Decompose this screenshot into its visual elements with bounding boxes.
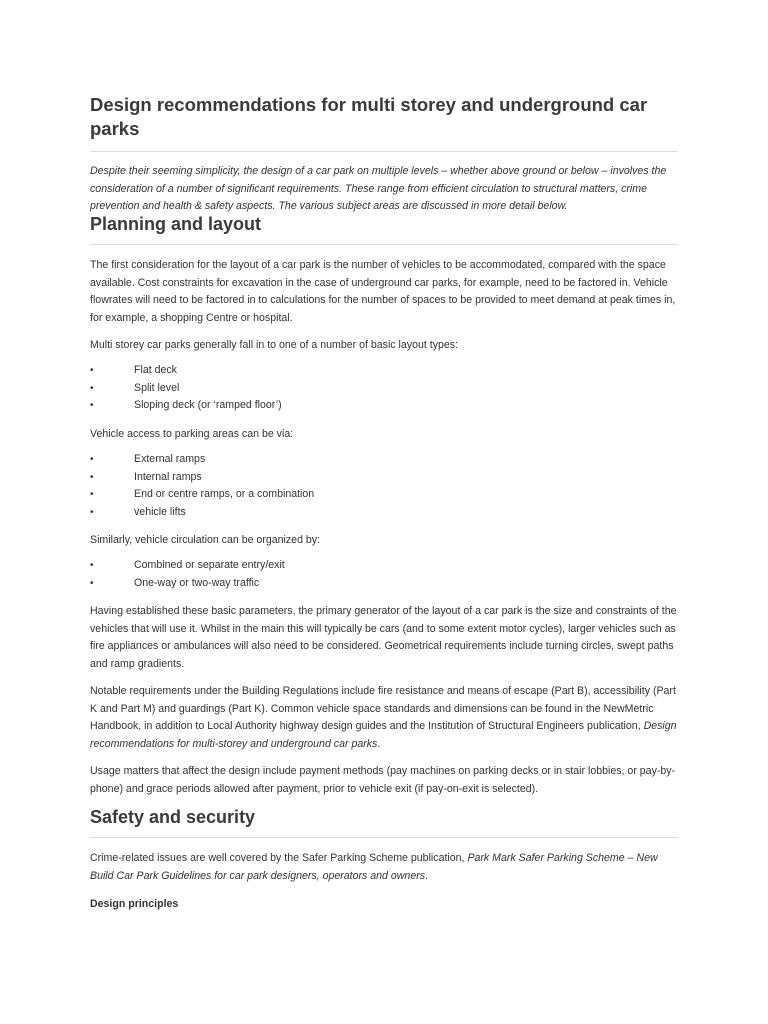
planning-paragraph-2: Having established these basic parameters, the primary generator of the layout of a car park is the size and constraints of the vehicles that will use it. Whilst in the main this will typically be cars (and to some extent motor cycles), larger vehicles such as fire appliances or ambulances will also need to be considered. Geometrical requirements include turning circles, swept paths and ramp gradients. — [90, 605, 677, 670]
bullet-icon: • — [90, 507, 94, 519]
bullet-icon: • — [90, 382, 94, 394]
list-item: • Internal ramps — [90, 469, 314, 487]
bullet-icon: • — [90, 471, 94, 483]
layout-types-intro: Multi storey car parks generally fall in to one of a number of basic layout types: — [90, 339, 459, 351]
layout-types-list — [90, 362, 282, 415]
title-divider — [90, 151, 678, 152]
list-item: • Sloping deck (or ‘ramped floor’) — [90, 397, 282, 415]
access-intro: Vehicle access to parking areas can be via: — [90, 428, 294, 440]
bullet-icon: • — [90, 489, 94, 501]
planning-paragraph-4: Usage matters that affect the design include payment methods (pay machines on parking decks or in stair lobbies, or pay-by-phone) and grace periods allowed after payment, prior to vehicle exit (if pay-on-exit is selected). — [90, 765, 676, 795]
circulation-intro: Similarly, vehicle circulation can be organized by: — [90, 534, 321, 546]
bullet-icon: • — [90, 400, 94, 412]
design-principles-heading: Design principles — [90, 898, 179, 910]
list-item: • Split level — [90, 380, 282, 398]
safety-heading: Safety and security — [90, 807, 256, 827]
list-item: • End or centre ramps, or a combination — [90, 486, 314, 504]
safety-divider — [90, 837, 678, 838]
list-item: • Flat deck — [90, 362, 282, 380]
bullet-icon: • — [90, 365, 94, 376]
planning-divider — [90, 244, 678, 245]
list-item: • vehicle lifts — [90, 504, 314, 522]
planning-paragraph-1: The first consideration for the layout of a car park is the number of vehicles to be accommodated, compared with the space available. Cost constraints for excavation in the case of underground car parks, for example, need to be factored in. Vehicle flowrates will need to be factored in to calculations for the number of spaces to be provided to meet demand at peak times in, for example, a shopping Centre or hospital. — [90, 259, 676, 324]
access-types-list — [90, 451, 314, 522]
safety-paragraph-1: Crime-related issues are well covered by the Safer Parking Scheme publication, Park Mark Safer Parking Scheme – New Build Car Park Guidelines for car park designers, operators and owners. — [90, 852, 658, 882]
publication-title: Design recommendations for multi-storey and underground car parks — [90, 720, 677, 750]
planning-paragraph-3: Notable requirements under the Building Regulations include fire resistance and means of escape (Part B), accessibility (Part K and Part M) and guardings (Part K). Common vehicle space standards and dimensions can be found in the NewMetric Handbook, in addition to Local Authority highway design guides and the Institution of Structural Engineers publication, Design recommendations for multi-storey and underground car parks. — [90, 685, 677, 750]
bullet-icon: • — [90, 577, 94, 589]
publication-title: Park Mark Safer Parking Scheme – New Build Car Park Guidelines for car park designers, operators and owners — [90, 852, 658, 882]
circulation-types-list — [90, 557, 285, 592]
bullet-icon: • — [90, 560, 94, 571]
bullet-icon: • — [90, 454, 94, 465]
intro-paragraph: Despite their seeming simplicity, the design of a car park on multiple levels – whether above ground or below – involves the consideration of a number of significant requirements. These range from efficient circulation to structural matters, crime prevention and health & safety aspects. The various subject areas are discussed in more detail below. — [90, 165, 667, 213]
list-item: • External ramps — [90, 451, 314, 469]
list-item: • One-way or two-way traffic — [90, 575, 285, 593]
document-title: Design recommendations for multi storey and underground car parks — [90, 94, 648, 139]
list-item: • Combined or separate entry/exit — [90, 557, 285, 575]
planning-heading: Planning and layout — [90, 214, 262, 234]
